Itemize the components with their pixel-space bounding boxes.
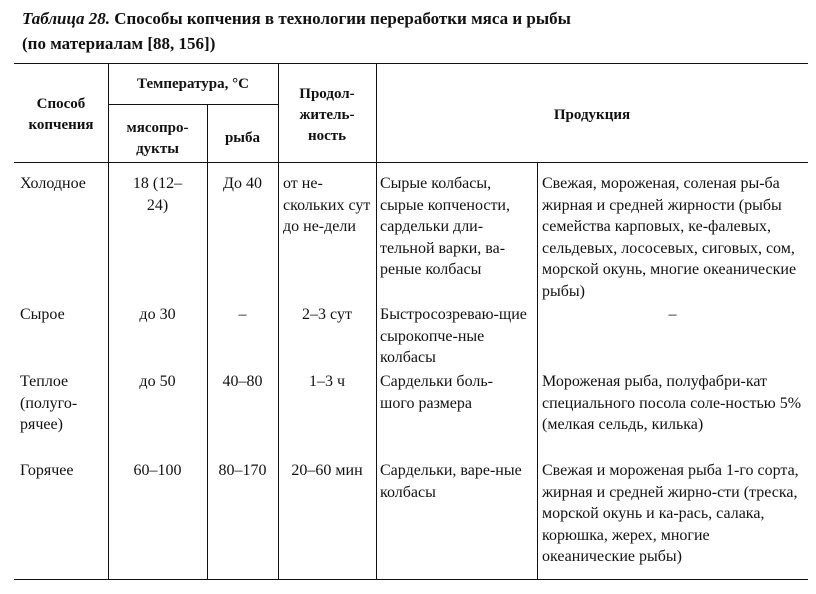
header-meat: мясопро-дукты: [126, 120, 189, 157]
header-fish: рыба: [224, 130, 261, 146]
table-caption: [22, 6, 802, 56]
row-3-duration: 1–3 ч: [308, 373, 346, 390]
row-4-method: Горячее: [20, 462, 74, 479]
header-temperature: Температура, °С: [137, 76, 249, 92]
row-3-fish-products: Мороженая рыба, полуфабри-кат специального посола соле-ностью 5% (мелкая сельдь, килька): [542, 373, 802, 433]
row-3-fish-temp: 40–80: [222, 373, 263, 390]
row-4-duration: 20–60 мин: [291, 462, 363, 479]
row-4-fish-products: Свежая и мороженая рыба 1-го сорта, жирная и средней жирно-сти (треска, морской окунь и ка-рась, салака, корюшка, жерех, многие океанические рыбы): [542, 462, 799, 565]
header-products: Продукция: [553, 107, 631, 123]
row-1-meat-temp: 18 (12–24): [132, 175, 183, 214]
temperature-subrule: [108, 104, 278, 105]
row-2-meat-products: Быстросозреваю-щие сырокопче-ные колбасы: [380, 306, 527, 366]
table-bottom-rule: [14, 579, 808, 580]
row-4-meat-temp: 60–100: [133, 462, 182, 479]
row-1-fish-temp: До 40: [223, 175, 262, 192]
caption-source: (по материалам [88, 156]): [22, 34, 216, 53]
row-2-method: Сырое: [20, 306, 65, 323]
row-1-duration: от не-скольких сут до не-дели: [283, 175, 371, 235]
row-3-meat-products: Сардельки боль-шого размера: [380, 373, 493, 412]
row-2-meat-temp: до 30: [139, 306, 176, 323]
col-divider-5: [537, 162, 538, 579]
row-3-method: Теплое (полуго-рячее): [20, 373, 78, 433]
table-top-rule: [14, 63, 808, 64]
row-4-meat-products: Сардельки, варе-ные колбасы: [380, 462, 522, 501]
row-2-fish-temp: –: [238, 306, 247, 323]
row-4-fish-temp: 80–170: [218, 462, 267, 479]
caption-label: Таблица 28.: [22, 9, 110, 28]
row-2-duration: 2–3 сут: [302, 306, 352, 323]
header-duration: Продол-житель-ность: [299, 86, 355, 144]
row-1-meat-products: Сырые колбасы, сырые копчености, сардельки дли-тельной варки, ва-реные колбасы: [380, 175, 510, 278]
header-method: Способ копчения: [28, 96, 94, 133]
row-1-method: Холодное: [20, 175, 86, 192]
row-3-meat-temp: до 50: [139, 373, 176, 390]
row-1-fish-products: Свежая, мороженая, соленая ры-ба жирная и средней жирности (рыбы семейства карповых, ке-фалевых, сельдевых, лососевых, сиговых, сом, морской окунь, многие океанические рыбы): [542, 175, 797, 300]
col-divider-4: [376, 63, 377, 579]
caption-title: Способы копчения в технологии переработки мяса и рыбы: [114, 9, 571, 28]
header-bottom-rule: [14, 162, 808, 163]
row-2-fish-products: –: [668, 306, 677, 323]
